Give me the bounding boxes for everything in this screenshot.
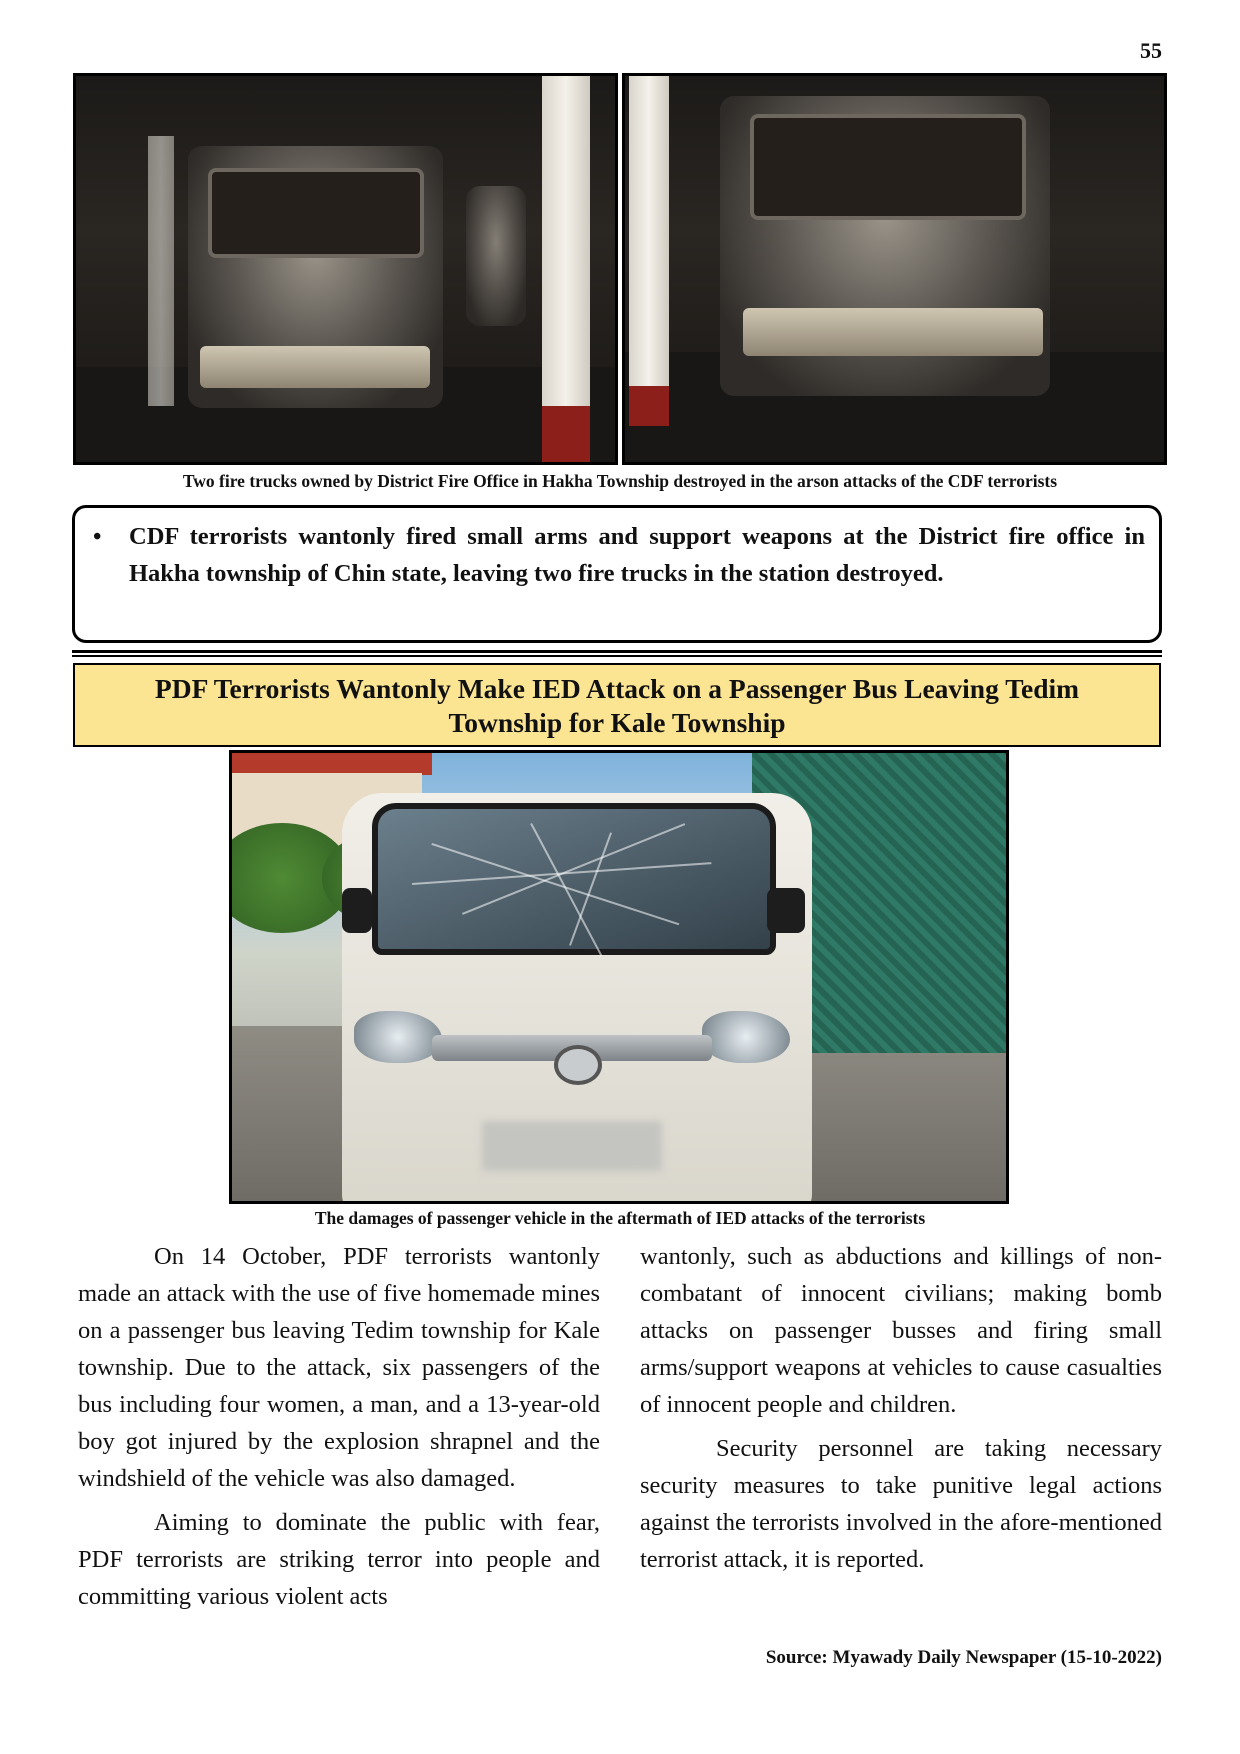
article-column-right (640, 1238, 1162, 1585)
headline-line-2: Township for Kale Township (448, 707, 786, 738)
article-headline (73, 663, 1161, 747)
source-citation: Source: Myawady Daily Newspaper (15-10-2022) (765, 1647, 1162, 1668)
bullet-text: CDF terrorists wantonly fired small arms and support weapons at the District fire office in Hakha township of Chin state, leaving two fire trucks in the station destroyed. (129, 523, 1145, 587)
bullet-marker: • (93, 524, 102, 550)
article-paragraph: wantonly, such as abductions and killings of non-combatant of innocent civilians; making bomb attacks on passenger busses and firing small arms/support weapons at vehicles to cause casualties of innocent people and children. (640, 1243, 1162, 1418)
photo-caption-fire-trucks: Two fire trucks owned by District Fire Office in Hakha Township destroyed in the arson attacks of the CDF terrorists (182, 471, 1058, 491)
article-paragraph: On 14 October, PDF terrorists wantonly made an attack with the use of five homemade mines on a passenger bus leaving Tedim township for Kale township. Due to the attack, six passengers of the bus including four women, a man, and a 13-year-old boy got injured by the explosion shrapnel and the windshield of the vehicle was also damaged. (78, 1243, 600, 1492)
headline-line-1: PDF Terrorists Wantonly Make IED Attack on a Passenger Bus Leaving Tedim (154, 673, 1080, 704)
section-divider (72, 650, 1162, 657)
damaged-vehicle-photo (229, 750, 1009, 1204)
burned-fire-truck-photo-left (73, 73, 618, 465)
page-number: 55 (1140, 38, 1162, 63)
photo-caption-vehicle: The damages of passenger vehicle in the aftermath of IED attacks of the terrorists (314, 1208, 926, 1228)
article-paragraph: Security personnel are taking necessary security measures to take punitive legal actions against the terrorists involved in the afore-mentioned terrorist attack, it is reported. (640, 1435, 1162, 1573)
article-paragraph: Aiming to dominate the public with fear, PDF terrorists are striking terror into people and committing various violent acts (78, 1509, 600, 1610)
burned-fire-truck-photo-right (622, 73, 1167, 465)
article-column-left (78, 1238, 600, 1622)
summary-bullet-box (72, 505, 1162, 643)
